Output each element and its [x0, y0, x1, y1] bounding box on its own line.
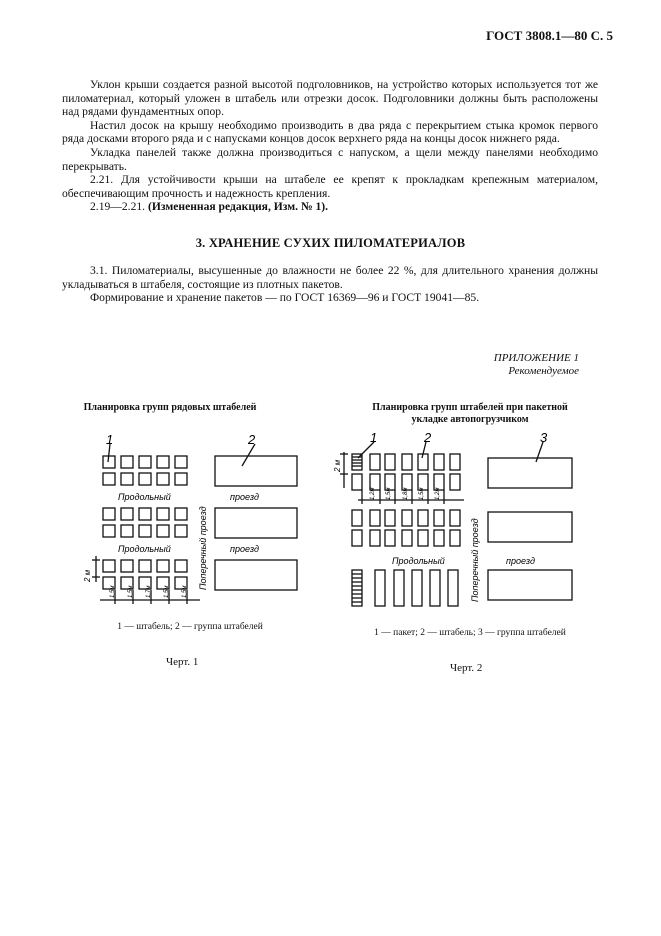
section-text	[62, 264, 598, 305]
fig1-caption: 1 — штабель; 2 — группа штабелей	[117, 622, 263, 632]
fig1-dim-vert: 2 м	[83, 569, 92, 582]
body-text	[62, 78, 598, 214]
fig2-passage: проезд	[506, 556, 535, 566]
paragraph: Формирование и хранение пакетов — по ГОСТ 16369—96 и ГОСТ 19041—85.	[90, 291, 480, 305]
fig2-callout-2: 2	[424, 430, 432, 445]
fig2-dim: 1,2м	[370, 487, 376, 500]
fig2-diagram	[330, 430, 580, 620]
fig2-dim: 1,5м	[419, 487, 425, 500]
fig2-callout-3: 3	[540, 430, 548, 445]
fig1-longitudinal-2: Продольный	[118, 544, 171, 554]
fig2-dim: 1,2м	[435, 487, 441, 500]
section-title: 3. ХРАНЕНИЕ СУХИХ ПИЛОМАТЕРИАЛОВ	[195, 236, 466, 250]
fig1-callout-2: 2	[248, 432, 256, 447]
fig1-longitudinal-1: Продольный	[118, 492, 171, 502]
fig1-transverse: Поперечный проезд	[198, 506, 208, 590]
fig1-diagram	[70, 430, 310, 610]
appendix-subtitle: Рекомендуемое	[508, 365, 579, 377]
fig2-transverse: Поперечный проезд	[470, 518, 480, 602]
fig2-title: Планировка групп штабелей при пакетной укладке автопогрузчиком	[372, 402, 568, 425]
fig1-dim: 1,5м	[110, 585, 116, 598]
fig1-passage-2: проезд	[230, 544, 259, 554]
fig1-title: Планировка групп рядовых штабелей	[83, 402, 257, 413]
paragraph: Укладка панелей также должна производиться с напуском, а щели между панелями необходимо перекрывать.	[62, 145, 598, 173]
amendment-bold: (Измененная редакция, Изм. № 1).	[147, 200, 329, 214]
fig1-dim: 1,5м	[164, 585, 170, 598]
fig2-dim-vert: 2 м	[333, 459, 342, 472]
fig2-caption: 1 — пакет; 2 — штабель; 3 — группа штабелей	[374, 628, 566, 638]
appendix-label	[494, 352, 579, 378]
fig1-dim: 1,5м	[182, 585, 188, 598]
paragraph: Уклон крыши создается разной высотой подголовников, на устройство которых используется тот же пиломатериал, который уложен в штабель или отрезки досок. Подголовники должны быть расположены над рядами фундаментных опор.	[62, 78, 598, 119]
fig2-longitudinal: Продольный	[392, 556, 445, 566]
fig2-dim: 1,5м	[386, 487, 392, 500]
appendix-title: ПРИЛОЖЕНИЕ 1	[493, 352, 579, 364]
fig2-chert: Черт. 2	[450, 662, 483, 674]
page-header: ГОСТ 3808.1—80 С. 5	[486, 28, 613, 43]
fig2-callout-1: 1	[370, 430, 378, 445]
amendment-prefix: 2.19—2.21.	[90, 200, 148, 214]
fig2-dim: 1,8м	[403, 487, 409, 500]
paragraph: 3.1. Пиломатериалы, высушенные до влажности не более 22 %, для длительного хранения должны укладываться в штабеля, состоящие из плотных пакетов.	[62, 264, 598, 291]
fig1-chert: Черт. 1	[166, 656, 199, 668]
amendment-note	[62, 200, 598, 214]
fig1-passage-1: проезд	[230, 492, 259, 502]
paragraph: 2.21. Для устойчивости крыши на штабеле ее крепят к прокладкам крепежным материалом, обеспечивающим прочность и надежность крепления.	[62, 173, 598, 200]
paragraph: Настил досок на крышу необходимо производить в два ряда с перекрытием стыка кромок первого ряда досками второго ряда и с напусками концов досок верхнего ряда на концы досок нижнего ряда.	[62, 118, 598, 146]
fig1-callout-1: 1	[106, 432, 114, 447]
fig1-dim: 1,5м	[128, 585, 134, 598]
fig1-dim: 1,7м	[146, 585, 152, 598]
